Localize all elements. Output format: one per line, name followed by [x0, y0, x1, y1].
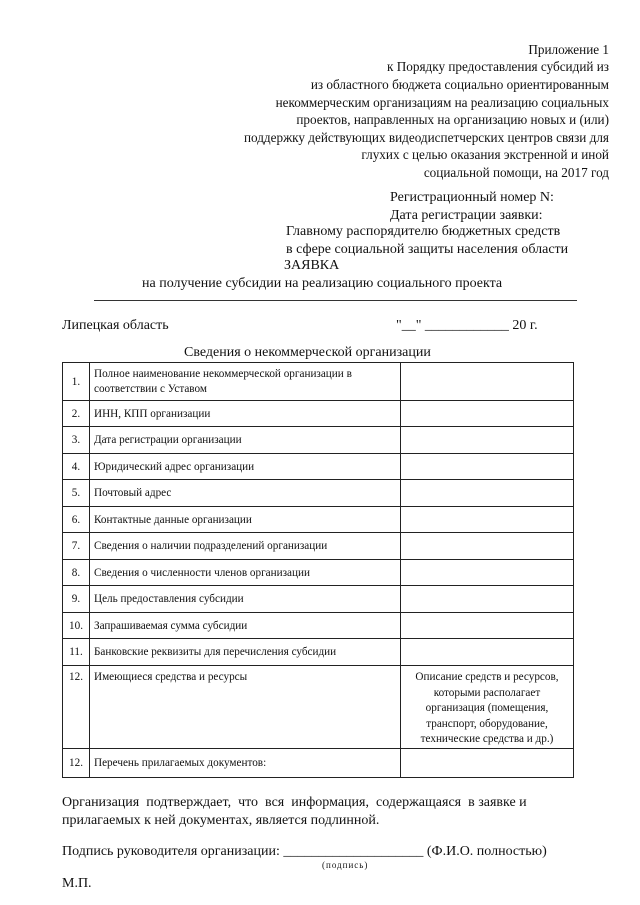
row-number: 6.	[63, 507, 90, 533]
organization-info-table	[62, 362, 574, 778]
header-line-8: социальной помощи, на 2017 год	[423, 165, 609, 180]
row-number: 12.	[63, 666, 90, 749]
table-row	[63, 480, 574, 507]
row-number: 9.	[63, 586, 90, 613]
region-label: Липецкая область	[62, 318, 169, 333]
recipient-line-1: Главному распорядителю бюджетных средств	[286, 224, 561, 239]
row-number: 8.	[63, 560, 90, 586]
row-value[interactable]	[401, 454, 574, 480]
table-row	[63, 666, 574, 749]
row-label: Перечень прилагаемых документов:	[90, 748, 401, 777]
header-line-2: к Порядку предоставления субсидий из	[387, 59, 609, 74]
row-number: 4.	[63, 454, 90, 480]
table-row	[63, 586, 574, 613]
table-row	[63, 613, 574, 639]
row-label: Сведения о численности членов организации	[90, 560, 401, 586]
row-value[interactable]	[401, 613, 574, 639]
title-divider	[94, 300, 577, 301]
registration-number-label: Регистрационный номер N:	[390, 190, 554, 205]
row-label: Почтовый адрес	[90, 480, 401, 507]
row-label: Банковские реквизиты для перечисления субсидии	[90, 639, 401, 666]
header-line-4: некоммерческим организациям на реализацию социальных	[275, 95, 609, 110]
date-line: "__" ____________ 20 г.	[396, 318, 538, 333]
row-label: ИНН, КПП организации	[90, 401, 401, 427]
recipient-line-2: в сфере социальной защиты населения области	[286, 242, 569, 257]
row-label: Сведения о наличии подразделений организации	[90, 533, 401, 560]
row-label: Юридический адрес организации	[90, 454, 401, 480]
row-value[interactable]	[401, 748, 574, 777]
table-row	[63, 363, 574, 401]
table-row	[63, 427, 574, 454]
registration-date-label: Дата регистрации заявки:	[390, 208, 543, 223]
row-value[interactable]	[401, 427, 574, 454]
row-number: 10.	[63, 613, 90, 639]
section-title: Сведения о некоммерческой организации	[184, 345, 431, 360]
row-label: Имеющиеся средства и ресурсы	[90, 666, 401, 749]
row-label: Контактные данные организации	[90, 507, 401, 533]
row-value[interactable]	[401, 639, 574, 666]
table-row	[63, 507, 574, 533]
header-line-7: глухих с целью оказания экстренной и иной	[361, 147, 609, 162]
row-value[interactable]	[401, 363, 574, 401]
row-value[interactable]	[401, 586, 574, 613]
header-line-5: проектов, направленных на организацию новых и (или)	[296, 112, 609, 127]
signature-caption: (подпись)	[322, 860, 369, 870]
stamp-label: М.П.	[62, 876, 92, 891]
row-number: 7.	[63, 533, 90, 560]
header-line-6: поддержку действующих видеодиспетчерских центров связи для	[243, 130, 609, 145]
table-row	[63, 639, 574, 666]
table-row	[63, 560, 574, 586]
row-number: 11.	[63, 639, 90, 666]
header-line-1: Приложение 1	[528, 42, 609, 57]
row-label: Цель предоставления субсидии	[90, 586, 401, 613]
document-subtitle: на получение субсидии на реализацию социального проекта	[142, 276, 503, 291]
row-number: 12.	[63, 748, 90, 777]
row-value[interactable]	[401, 401, 574, 427]
confirmation-line-1: Организация подтверждает, что вся информация, содержащаяся в заявке и	[62, 795, 527, 810]
document-title: ЗАЯВКА	[284, 258, 340, 273]
row-number: 3.	[63, 427, 90, 454]
row-value[interactable]	[401, 560, 574, 586]
row-label: Полное наименование некоммерческой организации в соответствии с Уставом	[90, 363, 401, 401]
header-line-3: из областного бюджета социально ориентированным	[310, 77, 609, 92]
table-row	[63, 454, 574, 480]
row-label: Запрашиваемая сумма субсидии	[90, 613, 401, 639]
row-value: Описание средств и ресурсов, которыми располагает организация (помещения, транспорт, оборудование, технические средства и др.)	[401, 666, 574, 749]
row-number: 1.	[63, 363, 90, 401]
table-row	[63, 748, 574, 777]
row-value[interactable]	[401, 533, 574, 560]
row-number: 5.	[63, 480, 90, 507]
table-row	[63, 401, 574, 427]
row-value[interactable]	[401, 480, 574, 507]
signature-line[interactable]: Подпись руководителя организации: ____________________ (Ф.И.О. полностью)	[62, 844, 547, 859]
row-label: Дата регистрации организации	[90, 427, 401, 454]
confirmation-line-2: прилагаемых к ней документах, является подлинной.	[62, 813, 380, 828]
row-number: 2.	[63, 401, 90, 427]
row-value[interactable]	[401, 507, 574, 533]
table-row	[63, 533, 574, 560]
